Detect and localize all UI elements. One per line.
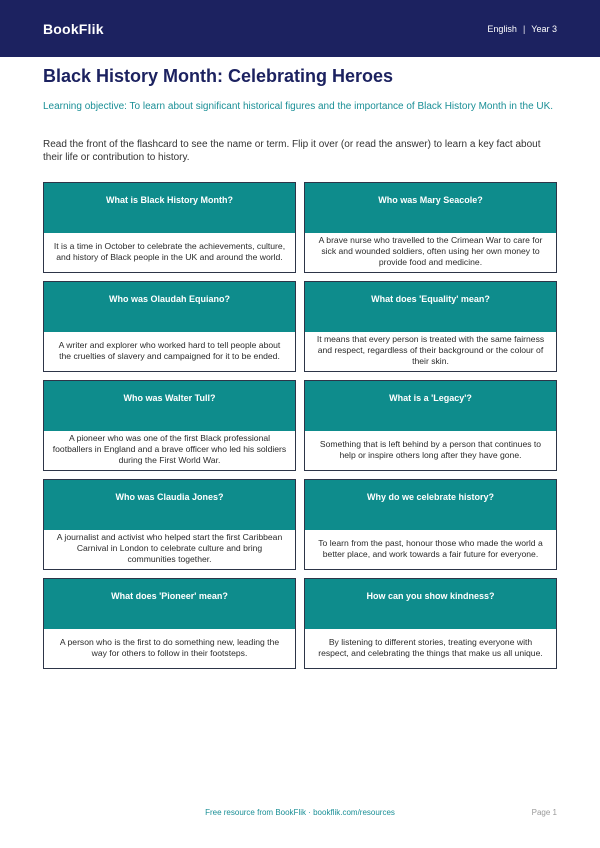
flashcard[interactable]	[43, 479, 296, 570]
page-number: Page 1	[531, 808, 557, 817]
flashcard-front: Who was Mary Seacole?	[305, 183, 556, 233]
flashcard-front: What does 'Equality' mean?	[305, 282, 556, 332]
flashcard-grid	[43, 182, 557, 669]
flashcard-back	[44, 627, 295, 668]
flashcard[interactable]	[304, 281, 557, 372]
flashcard-front: Why do we celebrate history?	[305, 480, 556, 530]
header-meta	[487, 24, 557, 34]
subject-label: English	[487, 23, 517, 34]
flashcard-answer: By listening to different stories, treating everyone with respect, and celebrating the things that make us all unique.	[318, 636, 543, 658]
flashcard-back	[305, 627, 556, 668]
flashcard-answer: A journalist and activist who helped start the first Caribbean Carnival in London to celebrate culture and bring communities together.	[56, 532, 283, 564]
flashcard-front: What does 'Pioneer' mean?	[44, 579, 295, 629]
flashcard-answer: Something that is left behind by a person that continues to help or inspire others long after they have gone.	[319, 438, 542, 460]
flashcard-front: What is a 'Legacy'?	[305, 381, 556, 431]
flashcard-back	[305, 231, 556, 272]
flashcard[interactable]	[43, 281, 296, 372]
flashcard[interactable]	[304, 479, 557, 570]
flashcard-back	[44, 330, 295, 371]
flashcard-back	[44, 231, 295, 272]
flashcard-answer: A brave nurse who travelled to the Crimean War to care for sick and wounded soldiers, often using her own money to provide food and medicine.	[318, 235, 543, 267]
flashcard[interactable]	[43, 182, 296, 273]
flashcard[interactable]	[43, 578, 296, 669]
flashcard-answer: It is a time in October to celebrate the achievements, culture, and history of Black people in the UK and around the world.	[53, 240, 286, 262]
flashcard-front: Who was Olaudah Equiano?	[44, 282, 295, 332]
page-title: Black History Month: Celebrating Heroes	[43, 66, 394, 86]
flashcard-answer: A person who is the first to do something new, leading the way for others to follow in their footsteps.	[59, 636, 280, 658]
top-bar	[0, 0, 600, 57]
flashcard-front: What is Black History Month?	[44, 183, 295, 233]
brand-logo[interactable]: BookFlik	[43, 20, 104, 37]
learning-objective: Learning objective: To learn about significant historical figures and the importance of Black History Month in the UK.	[43, 101, 554, 112]
flashcard[interactable]	[304, 380, 557, 471]
flashcard-back	[305, 330, 556, 371]
flashcard-back	[44, 429, 295, 470]
flashcard-answer: A pioneer who was one of the first Black professional footballers in England and a brave officer who led his soldiers during the First World War.	[52, 433, 287, 465]
flashcard-back	[44, 528, 295, 569]
flashcard[interactable]	[43, 380, 296, 471]
footer-resource-link[interactable]: Free resource from BookFlik · bookflik.com/resources	[205, 808, 395, 817]
flashcard-answer: To learn from the past, honour those who made the world a better place, and work towards a fair future for everyone.	[318, 537, 543, 559]
flashcard[interactable]	[304, 182, 557, 273]
flashcard-front: How can you show kindness?	[305, 579, 556, 629]
flashcard-front: Who was Walter Tull?	[44, 381, 295, 431]
meta-separator: |	[522, 23, 526, 34]
year-label: Year 3	[531, 23, 557, 34]
flashcard-back	[305, 429, 556, 470]
flashcard-back	[305, 528, 556, 569]
flashcard-front: Who was Claudia Jones?	[44, 480, 295, 530]
flashcard[interactable]	[304, 578, 557, 669]
flashcard-answer: A writer and explorer who worked hard to tell people about the cruelties of slavery and campaigned for it to be ended.	[58, 339, 281, 361]
instructions-text: Read the front of the flashcard to see the name or term. Flip it over (or read the answer) to learn a key fact about their life or contribution to history.	[43, 139, 541, 163]
flashcard-answer: It means that every person is treated with the same fairness and respect, regardless of their background or the colour of their skin.	[316, 334, 545, 366]
